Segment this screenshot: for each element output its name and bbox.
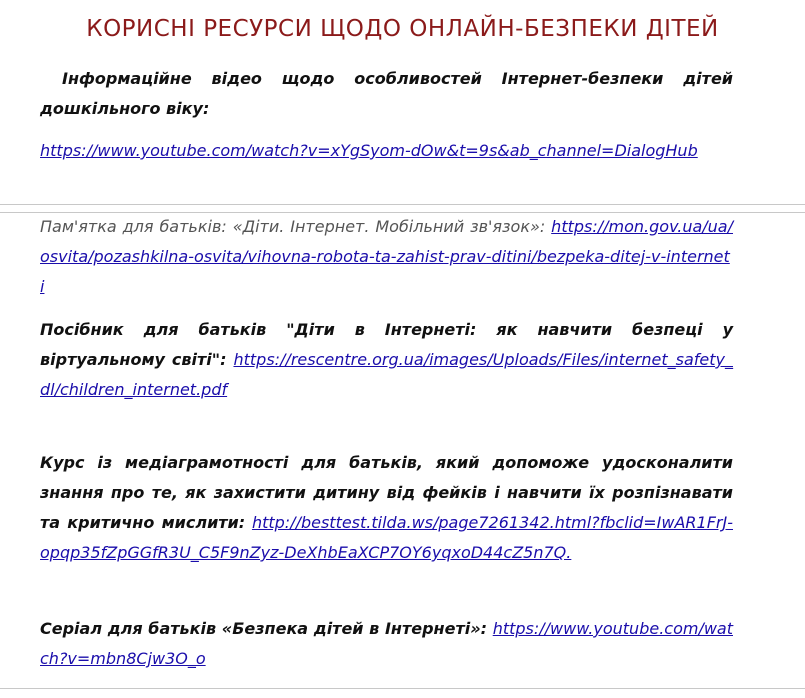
resource-link-mon-gov[interactable]: https://mon.gov.ua/ua/osvita/pozashkilna-osvita/vihovna-robota-ta-zahist-prav-ditini/bezpeka-ditej-v-interneti	[40, 217, 733, 296]
resource-item-memo	[40, 212, 733, 302]
resource-link-youtube-dialoghub[interactable]: https://www.youtube.com/watch?v=xYgSyom-dOw&t=9s&ab_channel=DialogHub	[40, 141, 698, 160]
resource-description: Інформаційне відео щодо особливостей Інтернет-безпеки дітей дошкільного віку:	[40, 69, 733, 118]
resource-link-besttest[interactable]: http://besttest.tilda.ws/page7261342.html?fbclid=IwAR1FrJ-opqp35fZpGGfR3U_C5F9nZyz-DeXhbEaXCP7OY6yqxoD44cZ5n7Q.	[40, 513, 733, 562]
resource-description: Курс із медіаграмотності для батьків, який допоможе удосконалити знання про те, як захистити дитину від фейків і навчити їх розпізнавати та критично мислити:	[40, 453, 733, 532]
page-title: КОРИСНІ РЕСУРСИ ЩОДО ОНЛАЙН-БЕЗПЕКИ ДІТЕЙ	[86, 16, 719, 42]
resource-link-rescentre[interactable]: https://rescentre.org.ua/images/Uploads/Files/internet_safety_dl/children_internet.pdf	[40, 350, 733, 399]
resource-item-guide	[40, 315, 733, 405]
resource-link-block	[40, 136, 733, 166]
resource-link-youtube-series[interactable]: https://www.youtube.com/watch?v=mbn8Cjw3O_o	[40, 619, 733, 668]
resource-description: Посібник для батьків "Діти в Інтернеті: як навчити безпеці у віртуальному світі":	[40, 320, 733, 369]
resource-item-media-literacy-course	[40, 448, 733, 568]
resource-item-video-preschool	[40, 64, 733, 124]
resource-description: Серіал для батьків «Безпека дітей в Інтернеті»:	[40, 619, 488, 638]
resource-item-series	[40, 614, 733, 674]
resource-description: Пам'ятка для батьків: «Діти. Інтернет. Мобільний зв'язок»:	[40, 217, 546, 236]
